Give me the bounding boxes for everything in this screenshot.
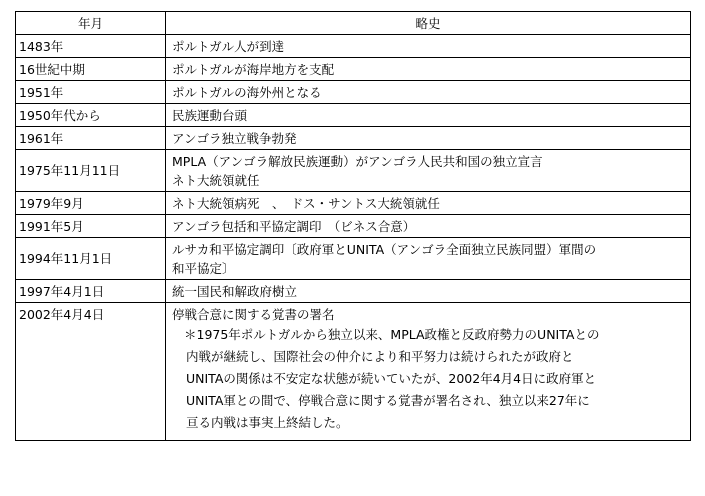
note-line: UNITA軍との間で、停戦合意に関する覚書が署名され、独立以来27年に	[186, 393, 590, 408]
table-row	[16, 280, 691, 303]
table-row	[16, 215, 691, 238]
table-row	[16, 104, 691, 127]
table-row	[16, 58, 691, 81]
year-cell: 1997年4月1日	[16, 280, 166, 303]
event-line: 民族運動台頭	[172, 107, 248, 123]
note-line: UNITAの関係は不安定な状態が続いていたが、2002年4月4日に政府軍と	[186, 371, 597, 386]
event-cell	[166, 58, 691, 81]
event-cell	[166, 238, 691, 280]
event-cell	[166, 35, 691, 58]
table-row	[16, 303, 691, 441]
event-line: ポルトガル人が到達	[172, 38, 285, 54]
event-cell	[166, 150, 691, 192]
event-cell	[166, 215, 691, 238]
event-cell	[166, 303, 691, 441]
note-line: 亘る内戦は事実上終結した。	[186, 415, 349, 430]
event-line: 統一国民和解政府樹立	[172, 283, 298, 299]
table-row	[16, 81, 691, 104]
year-cell: 1961年	[16, 127, 166, 150]
event-line: アンゴラ独立戦争勃発	[172, 130, 297, 146]
year-cell: 1979年9月	[16, 192, 166, 215]
event-cell	[166, 81, 691, 104]
note-line: 内戦が継続し、国際社会の仲介により和平努力は続けられたが政府と	[186, 349, 574, 364]
year-cell: 1994年11月1日	[16, 238, 166, 280]
event-line: ネト大統領病死 、 ドス・サントス大統領就任	[172, 195, 440, 211]
table-row	[16, 150, 691, 192]
event-cell	[166, 127, 691, 150]
table-row	[16, 35, 691, 58]
event-cell	[166, 280, 691, 303]
event-line: ルサカ和平協定調印〔政府軍とUNITA（アンゴラ全面独立民族同盟）軍間の	[172, 241, 597, 257]
event-line: 和平協定〕	[172, 260, 235, 276]
event-line: MPLA（アンゴラ解放民族運動）がアンゴラ人民共和国の独立宣言	[172, 153, 543, 169]
history-table	[15, 11, 691, 441]
event-line: ポルトガルが海岸地方を支配	[172, 61, 335, 77]
table-row	[16, 127, 691, 150]
year-cell: 1991年5月	[16, 215, 166, 238]
table-row	[16, 192, 691, 215]
event-line: ポルトガルの海外州となる	[172, 84, 322, 100]
event-line: ネト大統領就任	[172, 172, 260, 188]
table-row	[16, 238, 691, 280]
event-line: 停戦合意に関する覚書の署名	[172, 307, 335, 322]
header-year: 年月	[16, 12, 166, 35]
year-cell: 1483年	[16, 35, 166, 58]
year-cell: 1951年	[16, 81, 166, 104]
year-cell: 2002年4月4日	[16, 303, 166, 441]
event-cell	[166, 192, 691, 215]
year-cell: 1950年代から	[16, 104, 166, 127]
year-cell: 16世紀中期	[16, 58, 166, 81]
year-cell: 1975年11月11日	[16, 150, 166, 192]
note-line: ＊1975年ポルトガルから独立以来、MPLA政権と反政府勢力のUNITAとの	[184, 327, 600, 342]
event-cell	[166, 104, 691, 127]
header-row	[16, 12, 691, 35]
header-event: 略史	[166, 12, 691, 35]
event-line: アンゴラ包括和平協定調印 （ビネス合意）	[172, 218, 416, 234]
